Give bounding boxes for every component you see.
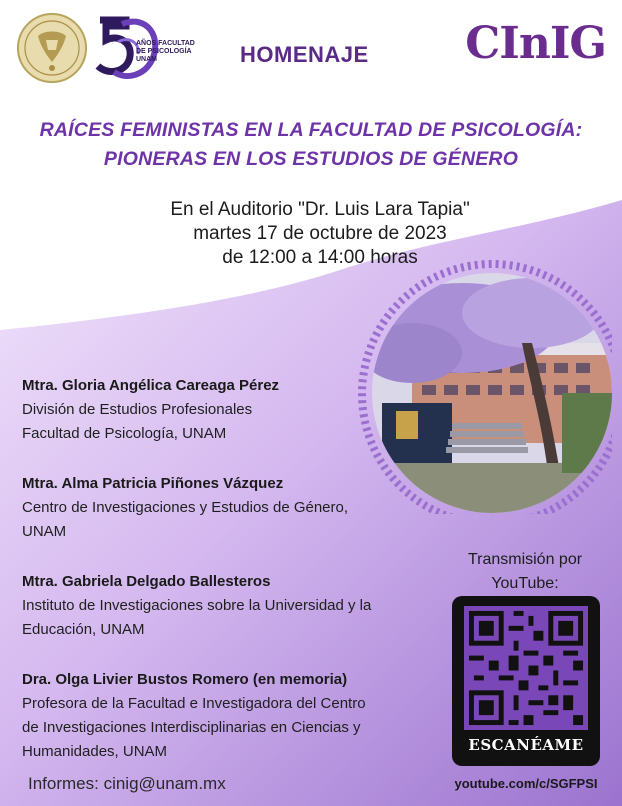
heading-homenaje: HOMENAJE: [240, 42, 369, 67]
speaker-name: Dra. Olga Livier Bustos Romero (en memoria): [22, 671, 348, 688]
speaker-item: [22, 668, 422, 764]
unam-seal-logo: [16, 12, 88, 84]
event-time: de 12:00 a 14:00 horas: [222, 247, 418, 268]
cinig-logo: CInIG: [465, 18, 606, 69]
speaker-name: Mtra. Alma Patricia Piñones Vázquez: [22, 475, 284, 492]
speaker-item: [22, 570, 422, 642]
speaker-item: [22, 472, 422, 544]
event-title-line1: RAÍCES FEMINISTAS EN LA FACULTAD DE PSICOLOGÍA:: [39, 119, 583, 141]
scan-label: ESCANÉAME: [468, 736, 584, 754]
event-title-line2: PIONERAS EN LOS ESTUDIOS DE GÉNERO: [103, 148, 519, 170]
qr-code-card[interactable]: [452, 596, 600, 766]
stream-label: [440, 548, 610, 596]
speaker-affiliation: Instituto de Investigaciones sobre la Universidad y la: [22, 597, 372, 614]
stream-label-line2: YouTube:: [491, 575, 559, 592]
speaker-affiliation: Humanidades, UNAM: [22, 743, 168, 760]
speaker-affiliation: Profesora de la Facultad e Investigadora del Centro: [22, 695, 366, 712]
contact-email[interactable]: Informes: cinig@unam.mx: [28, 774, 226, 793]
fifty-years-logo-text: AÑOS FACULTAD DE PSICOLOGÍA UNAM: [136, 40, 195, 63]
speaker-affiliation: de Investigaciones Interdisciplinarias en Ciencias y: [22, 719, 361, 736]
speakers-list: [22, 374, 422, 790]
speaker-name: Mtra. Gloria Angélica Careaga Pérez: [22, 377, 280, 394]
speaker-affiliation: UNAM: [22, 523, 67, 540]
youtube-url-link[interactable]: youtube.com/c/SGFPSI: [454, 776, 598, 791]
speaker-affiliation: División de Estudios Profesionales: [22, 401, 253, 418]
speaker-affiliation: Facultad de Psicología, UNAM: [22, 425, 227, 442]
event-title: [20, 116, 602, 174]
speaker-item: [22, 374, 422, 446]
stream-label-line1: Transmisión por: [467, 551, 583, 568]
speaker-affiliation: Centro de Investigaciones y Estudios de Género,: [22, 499, 349, 516]
fifty-years-logo: [92, 14, 195, 86]
qr-code[interactable]: [464, 606, 588, 730]
event-venue: En el Auditorio "Dr. Luis Lara Tapia": [170, 199, 470, 220]
speaker-name: Mtra. Gabriela Delgado Ballesteros: [22, 573, 271, 590]
event-date: martes 17 de octubre de 2023: [193, 223, 447, 244]
speaker-affiliation: Educación, UNAM: [22, 621, 145, 638]
